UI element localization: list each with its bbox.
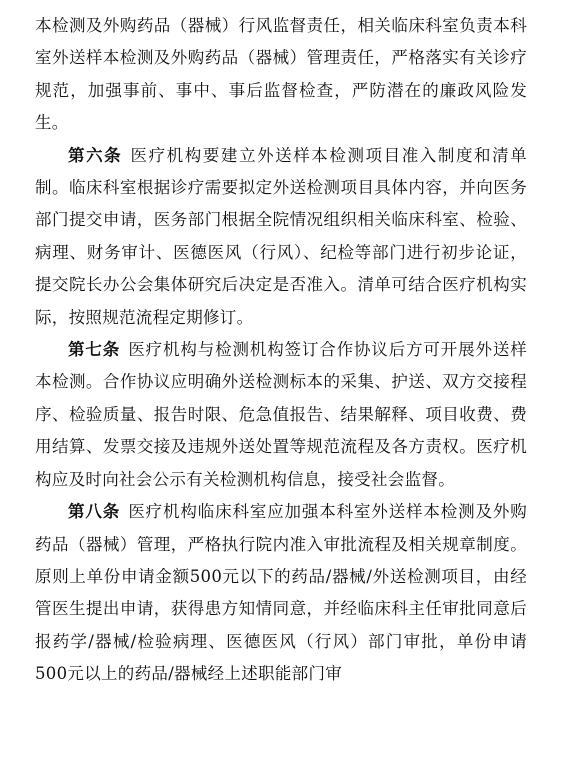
article-6-paragraph [35, 140, 527, 334]
article-6-label: 第六条 [68, 145, 123, 165]
article-6-text: 医疗机构要建立外送样本检测项目准入制度和清单制。临床科室根据诊疗需要拟定外送检测项目具体内容，并向医务部门提交申请，医务部门根据全院情况组织相关临床科室、检验、病理、财务审计、医德医风（行风）、纪检等部门进行初步论证，提交院长办公会集体研究后决定是否准入。清单可结合医疗机构实际，按照规范流程定期修订。 [35, 145, 527, 327]
article-7-label: 第七条 [68, 340, 121, 360]
article-8-label: 第八条 [68, 502, 121, 522]
document-body [35, 10, 527, 691]
article-8-text: 医疗机构临床科室应加强本科室外送样本检测及外购药品（器械）管理，严格执行院内准入审批流程及相关规章制度。原则上单份申请金额500元以下的药品/器械/外送检测项目，由经管医生提出申请，获得患方知情同意，并经临床科主任审批同意后报药学/器械/检验病理、医德医风（行风）部门审批，单份申请500元以上的药品/器械经上述职能部门审 [35, 502, 527, 684]
article-8-paragraph [35, 496, 527, 690]
paragraph-continuation [35, 10, 527, 140]
article-7-paragraph [35, 334, 527, 496]
article-7-text: 医疗机构与检测机构签订合作协议后方可开展外送样本检测。合作协议应明确外送检测标本的采集、护送、双方交接程序、检验质量、报告时限、危急值报告、结果解释、项目收费、费用结算、发票交接及违规外送处置等规范流程及各方责权。医疗机构应及时向社会公示有关检测机构信息，接受社会监督。 [35, 340, 527, 489]
paragraph-text: 本检测及外购药品（器械）行风监督责任，相关临床科室负责本科室外送样本检测及外购药品（器械）管理责任，严格落实有关诊疗规范，加强事前、事中、事后监督检查，严防潜在的廉政风险发生。 [35, 16, 527, 133]
